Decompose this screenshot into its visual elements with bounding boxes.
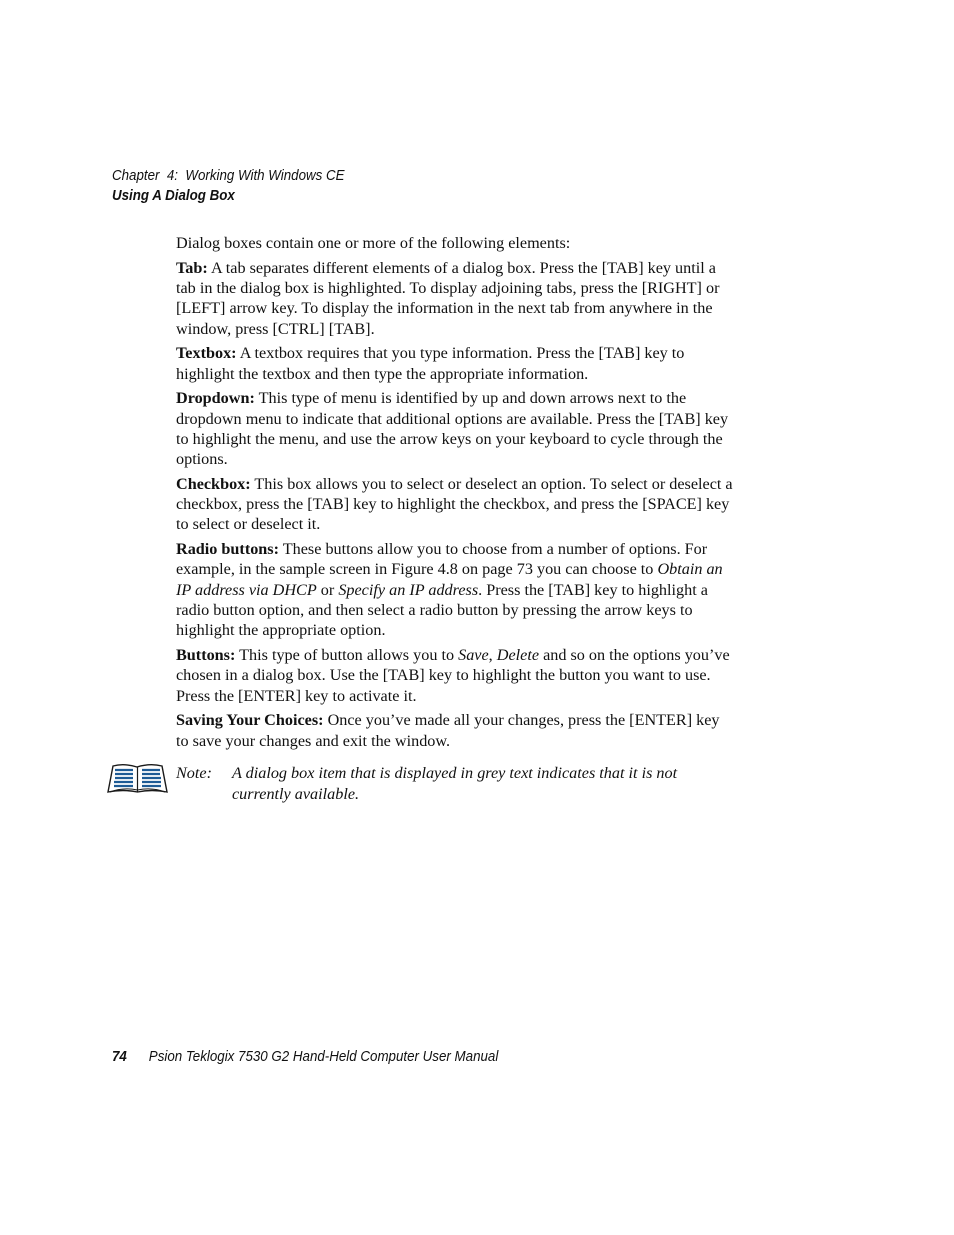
element-buttons: Buttons: This type of button allows you to Save, Delete and so on the options you’ve chosen in a dialog box. Use the [TAB] key to highlight the button you want to use. Press the [ENTER] key to activate it. xyxy=(176,645,730,705)
element-checkbox: Checkbox: This box allows you to select or deselect an option. To select or deselect a checkbox, press the [TAB] key to highlight the checkbox, and press the [SPACE] key to select or deselect it. xyxy=(176,474,733,534)
page-number: 74 xyxy=(112,1049,127,1065)
element-saving-choices: Saving Your Choices: Once you’ve made all your changes, press the [ENTER] key to save your changes and exit the window. xyxy=(176,711,720,750)
running-header xyxy=(112,166,345,206)
element-dropdown: Dropdown: This type of menu is identified by up and down arrows next to the dropdown menu to indicate that additional options are available. Press the [TAB] key to highlight the menu, and use the arrow keys on your keyboard to cycle through the options. xyxy=(176,389,729,469)
element-textbox: Textbox: A textbox requires that you type information. Press the [TAB] key to highlight the textbox and then type the appropriate information. xyxy=(176,344,685,383)
note-label: Note: xyxy=(176,764,212,782)
term-checkbox: Checkbox: xyxy=(176,474,251,493)
body-text xyxy=(176,233,736,755)
page-footer xyxy=(112,1047,498,1067)
term-radio-buttons: Radio buttons: xyxy=(176,540,279,559)
section-title: Using A Dialog Box xyxy=(112,188,235,204)
element-radio-buttons: Radio buttons: These buttons allow you to choose from a number of options. For example, in the sample screen in Figure 4.8 on page 73 you can choose to Obtain an IP address via DHCP or Specify an IP address. Press the [TAB] key to highlight a radio button option, and then select a radio button by pressing the arrow keys to highlight the appropriate option. xyxy=(176,540,723,640)
element-tab: Tab: A tab separates different elements of a dialog box. Press the [TAB] key until a tab in the dialog box is highlighted. To display adjoining tabs, press the [RIGHT] or [LEFT] arrow key. To display the information in the next tab from anywhere in the window, press [CTRL] [TAB]. xyxy=(176,258,720,338)
chapter-title: Chapter 4: Working With Windows CE xyxy=(112,168,345,184)
term-buttons: Buttons: xyxy=(176,645,236,664)
term-textbox: Textbox: xyxy=(176,344,237,363)
term-saving-choices: Saving Your Choices: xyxy=(176,711,324,730)
term-dropdown: Dropdown: xyxy=(176,389,255,408)
open-book-icon xyxy=(106,762,169,794)
term-tab: Tab: xyxy=(176,258,208,277)
manual-title: Psion Teklogix 7530 G2 Hand-Held Computer User Manual xyxy=(148,1049,499,1065)
note-block xyxy=(106,762,746,810)
intro-paragraph: Dialog boxes contain one or more of the following elements: xyxy=(176,234,571,252)
note-text: A dialog box item that is displayed in grey text indicates that it is not currently available. xyxy=(232,764,678,803)
